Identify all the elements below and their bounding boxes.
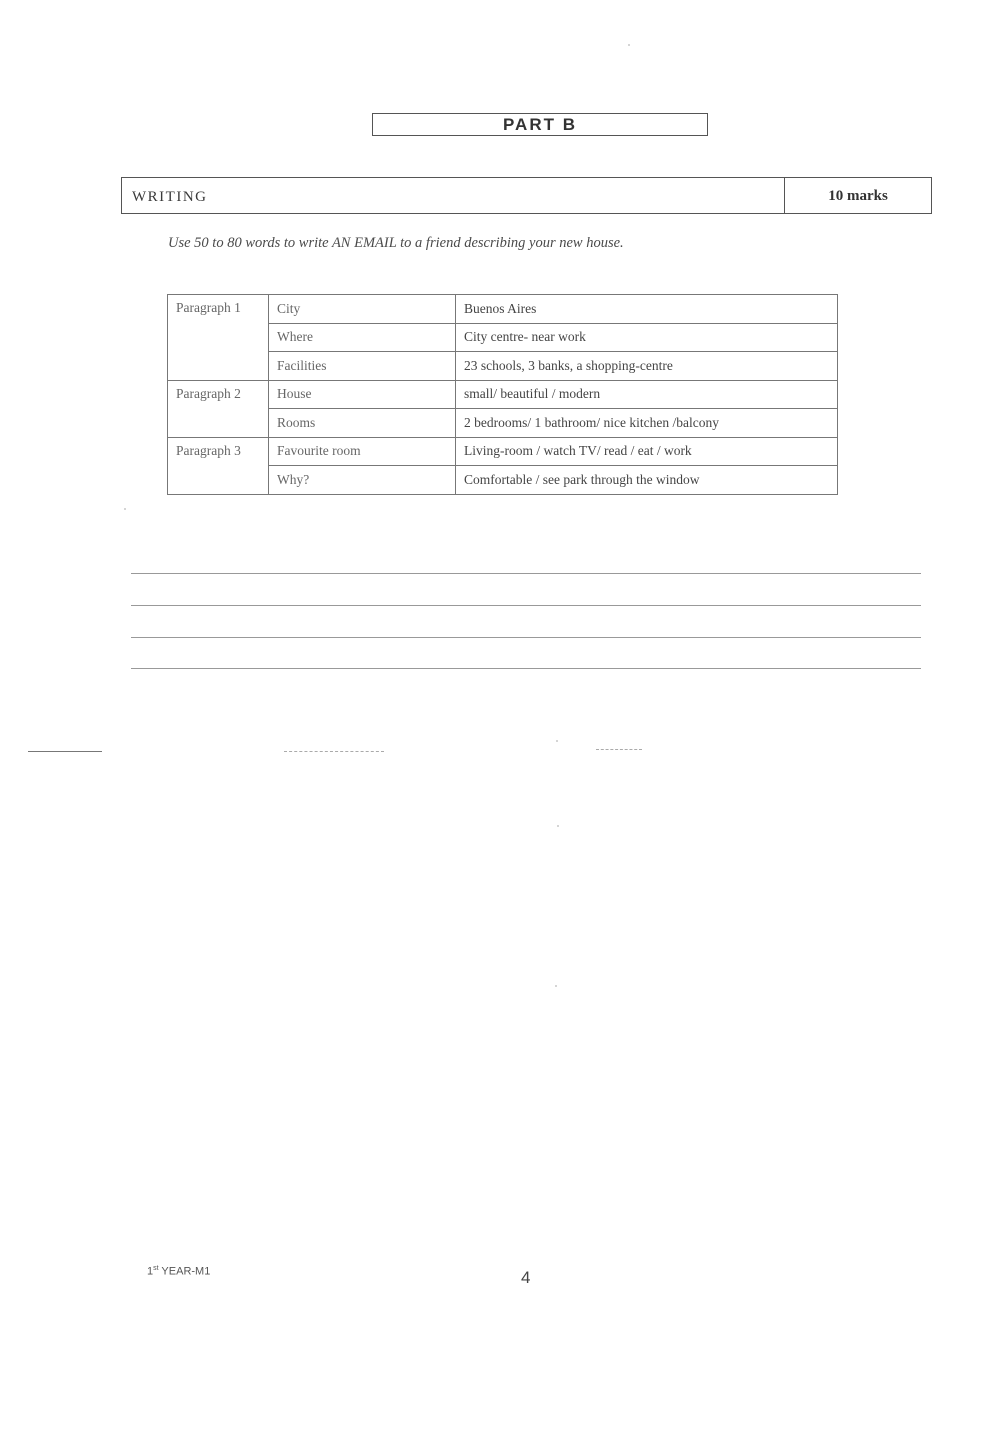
- table-row: [168, 437, 838, 466]
- outline-item: House: [269, 380, 456, 409]
- answer-line[interactable]: [131, 573, 921, 574]
- answer-line[interactable]: [131, 637, 921, 638]
- table-row: [168, 466, 838, 495]
- scan-speck: [556, 740, 558, 742]
- part-title: PART B: [372, 113, 708, 136]
- table-row: [168, 323, 838, 352]
- outline-table: [167, 294, 838, 495]
- outline-item: Where: [269, 323, 456, 352]
- scan-mark: [284, 751, 384, 752]
- paragraph-label: Paragraph 3: [168, 437, 269, 494]
- year-code: [147, 1265, 210, 1278]
- outline-detail: small/ beautiful / modern: [456, 380, 838, 409]
- paragraph-label: Paragraph 2: [168, 380, 269, 437]
- table-row: [168, 409, 838, 438]
- section-title: WRITING: [132, 189, 208, 205]
- outline-item: Favourite room: [269, 437, 456, 466]
- outline-detail: Comfortable / see park through the window: [456, 466, 838, 495]
- outline-item: Rooms: [269, 409, 456, 438]
- scan-speck: [628, 44, 630, 46]
- outline-detail: Living-room / watch TV/ read / eat / work: [456, 437, 838, 466]
- paragraph-label: Paragraph 1: [168, 295, 269, 381]
- table-row: [168, 352, 838, 381]
- scan-speck: [124, 508, 126, 510]
- answer-line[interactable]: [131, 605, 921, 606]
- table-row: [168, 380, 838, 409]
- table-row: [168, 295, 838, 324]
- outline-detail: Buenos Aires: [456, 295, 838, 324]
- scan-mark: [596, 749, 642, 750]
- answer-line[interactable]: [131, 668, 921, 669]
- year-suffix-ordinal: st: [153, 1265, 159, 1272]
- year-prefix: 1: [147, 1265, 154, 1278]
- outline-detail: 2 bedrooms/ 1 bathroom/ nice kitchen /balcony: [456, 409, 838, 438]
- scan-speck: [555, 985, 557, 987]
- outline-item: Facilities: [269, 352, 456, 381]
- section-marks: 10 marks: [784, 178, 931, 213]
- outline-item: City: [269, 295, 456, 324]
- margin-mark: [28, 751, 102, 752]
- outline-detail: 23 schools, 3 banks, a shopping-centre: [456, 352, 838, 381]
- section-header: [121, 177, 932, 214]
- outline-item: Why?: [269, 466, 456, 495]
- scan-speck: [557, 825, 559, 827]
- year-label: YEAR-M1: [158, 1265, 211, 1278]
- outline-detail: City centre- near work: [456, 323, 838, 352]
- task-instruction: Use 50 to 80 words to write AN EMAIL to a friend describing your new house.: [168, 235, 624, 251]
- page-number: 4: [521, 1268, 531, 1287]
